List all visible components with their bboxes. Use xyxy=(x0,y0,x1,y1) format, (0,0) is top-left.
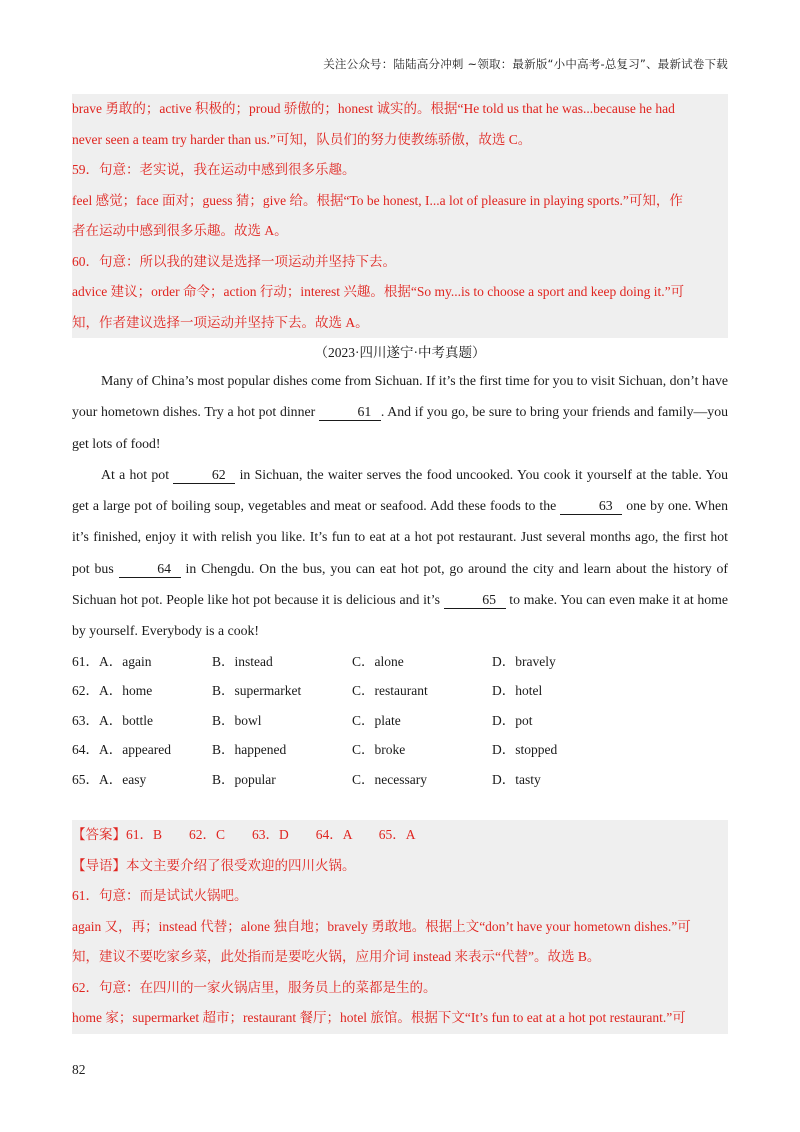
question-source: （2023·四川遂宁·中考真题） xyxy=(314,345,486,360)
option-c: C．plate xyxy=(352,712,401,728)
option-d: D．tasty xyxy=(492,771,541,787)
option-a: 65．A．easy xyxy=(72,771,147,787)
option-row-65 xyxy=(72,763,728,793)
option-b: B．bowl xyxy=(212,712,262,728)
option-b: B．happened xyxy=(212,742,287,758)
page-header: 关注公众号：陆陆高分冲刺 ~领取：最新版“小中高考-总复习”、最新试卷下载 xyxy=(323,57,728,71)
option-d: D．bravely xyxy=(492,653,556,669)
option-c: C．alone xyxy=(352,653,404,669)
passage-text: Many of China’s most popular dishes come from Sichuan. If it’s the first time for you to visit Sichuan, don’t have your hometown dishes. Try a hot pot dinner xyxy=(72,373,728,420)
option-b: B．instead xyxy=(212,653,273,669)
analysis-line: never seen a team try harder than us.”可知，队员们的努力使教练骄傲，故选 C。 xyxy=(72,131,532,147)
option-b: B．popular xyxy=(212,771,276,787)
option-row-61 xyxy=(72,645,728,675)
option-d: D．pot xyxy=(492,712,533,728)
passage-text: At a hot pot xyxy=(101,466,174,482)
option-a: 64．A．appeared xyxy=(72,742,171,758)
answer-analysis xyxy=(72,820,728,1034)
option-a: 61．A．again xyxy=(72,653,152,669)
analysis-line: again 又，再；instead 代替；alone 独自地；bravely 勇敢地。根据上文“don’t have your hometown dishes.”可 xyxy=(72,918,691,934)
analysis-line: 59．句意：老实说，我在运动中感到很多乐趣。 xyxy=(72,162,356,177)
intro-note: 【导语】本文主要介绍了很受欢迎的四川火锅。 xyxy=(72,857,356,873)
passage-text: . And if you go, be sure to bring your friends and family—you get lots of food! xyxy=(72,404,728,451)
analysis-top xyxy=(72,94,728,338)
blank-62: 62 xyxy=(173,467,235,484)
analysis-line: advice 建议；order 命令；action 行动；interest 兴趣。根据“So my...is to choose a sport and keep doing it.”可 xyxy=(72,284,685,299)
analysis-line: 知，作者建议选择一项运动并坚持下去。故选 A。 xyxy=(72,314,369,330)
option-row-62 xyxy=(72,675,728,705)
blank-63: 63 xyxy=(560,498,622,515)
option-c: C．broke xyxy=(352,742,406,758)
answer-key: 【答案】61．B 62．C 63．D 64．A 65．A xyxy=(72,827,416,842)
analysis-line: home 家；supermarket 超市；restaurant 餐厅；hotel 旅馆。根据下文“It’s fun to eat at a hot pot restaurant.”可 xyxy=(72,1010,686,1025)
blank-61: 61 xyxy=(319,404,381,421)
option-row-64 xyxy=(72,734,728,764)
passage-paragraph-1 xyxy=(72,365,728,459)
blank-64: 64 xyxy=(119,561,181,578)
option-d: D．stopped xyxy=(492,742,558,758)
option-d: D．hotel xyxy=(492,683,543,699)
option-a: 63．A．bottle xyxy=(72,712,153,728)
reading-passage xyxy=(72,365,728,647)
passage-text: in Sichuan, the waiter serves the food uncooked. You cook it yourself at the table. You get a large pot of boiling soup, vegetables and meat or seafood. Add these foods to the xyxy=(72,466,728,514)
passage-text: to make. You can even make it at home by yourself. Everybody is a cook! xyxy=(72,592,729,639)
option-a: 62．A．home xyxy=(72,683,153,699)
option-b: B．supermarket xyxy=(212,683,302,699)
passage-text: in Chengdu. On the bus, you can eat hot pot, go around the city and learn about the history of Sichuan hot pot. People like hot pot because it is delicious and it’s xyxy=(72,560,728,608)
analysis-line: feel 感觉；face 面对；guess 猜；give 给。根据“To be honest, I...a lot of pleasure in playing sports.”可知，作 xyxy=(72,192,683,208)
analysis-line: 知，建议不要吃家乡菜，此处指而是要吃火锅，应用介词 instead 来表示“代替”。故选 B。 xyxy=(72,949,601,964)
analysis-line: 60．句意：所以我的建议是选择一项运动并坚持下去。 xyxy=(72,253,396,269)
passage-text: one by one. When it’s finished, enjoy it with relish you like. It’s fun to eat at a hot pot restaurant. Just several months ago, the first hot pot bus xyxy=(72,498,729,576)
blank-65: 65 xyxy=(444,592,506,609)
option-row-63 xyxy=(72,704,728,734)
analysis-line: 62．句意：在四川的一家火锅店里，服务员上的菜都是生的。 xyxy=(72,979,437,995)
page-number: 82 xyxy=(72,1062,86,1077)
passage-paragraph-2 xyxy=(72,459,728,647)
analysis-line: brave 勇敢的；active 积极的；proud 骄傲的；honest 诚实的。根据“He told us that he was...because he had xyxy=(72,101,675,116)
analysis-line: 者在运动中感到很多乐趣。故选 A。 xyxy=(72,223,288,238)
option-c: C．restaurant xyxy=(352,683,428,699)
option-c: C．necessary xyxy=(352,771,427,787)
answer-options xyxy=(72,645,728,793)
analysis-line: 61．句意：而是试试火锅吧。 xyxy=(72,888,248,903)
